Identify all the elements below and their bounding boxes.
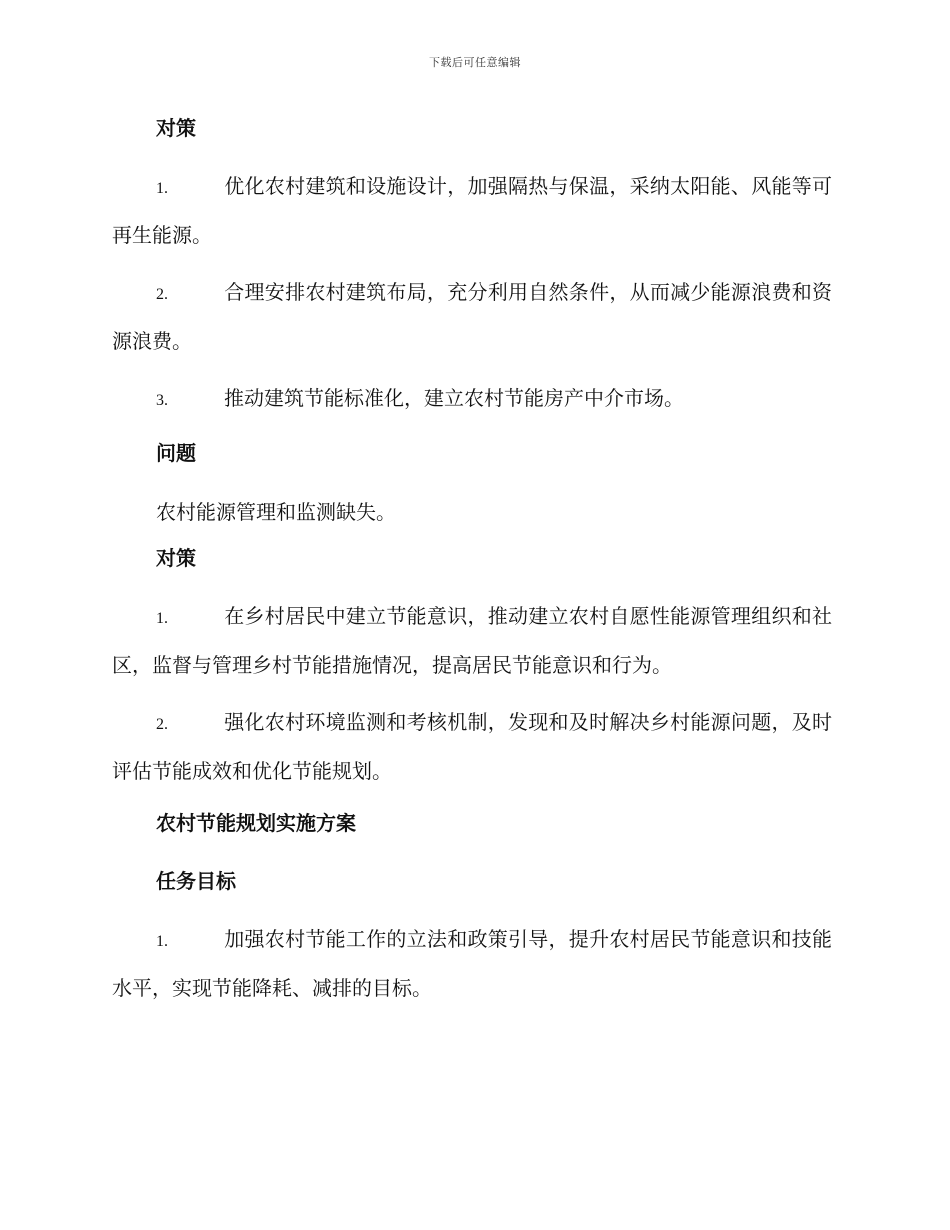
numbered-item [112, 593, 832, 688]
document-body [112, 110, 832, 1011]
body-paragraph: 农村能源管理和监测缺失。 [156, 500, 396, 524]
item-number: 2. [156, 716, 168, 733]
item-number: 1. [156, 180, 168, 197]
numbered-item [112, 163, 832, 258]
item-number: 1. [156, 933, 168, 950]
item-text: 优化农村建筑和设施设计，加强隔热与保温，采纳太阳能、风能等可再生能源。 [112, 174, 832, 247]
page-header-note: 下载后可任意编辑 [429, 56, 521, 69]
section-heading: 问题 [156, 441, 196, 465]
item-number: 3. [156, 392, 168, 409]
item-number: 1. [156, 610, 168, 627]
item-text: 在乡村居民中建立节能意识，推动建立农村自愿性能源管理组织和社区，监督与管理乡村节能措施情况，提高居民节能意识和行为。 [112, 604, 832, 677]
section-heading: 任务目标 [156, 869, 236, 893]
item-number: 2. [156, 286, 168, 303]
numbered-item [112, 916, 832, 1011]
item-text: 合理安排农村建筑布局，充分利用自然条件，从而减少能源浪费和资源浪费。 [112, 280, 832, 353]
section-heading: 农村节能规划实施方案 [156, 811, 356, 835]
item-text: 强化农村环境监测和考核机制，发现和及时解决乡村能源问题，及时评估节能成效和优化节能规划。 [112, 710, 832, 783]
section-heading: 对策 [156, 116, 196, 140]
item-text: 推动建筑节能标准化，建立农村节能房产中介市场。 [224, 386, 684, 410]
numbered-item [112, 375, 832, 424]
section-heading: 对策 [156, 546, 196, 570]
numbered-item [112, 269, 832, 364]
item-text: 加强农村节能工作的立法和政策引导，提升农村居民节能意识和技能水平，实现节能降耗、减排的目标。 [112, 927, 832, 1000]
numbered-item [112, 699, 832, 794]
